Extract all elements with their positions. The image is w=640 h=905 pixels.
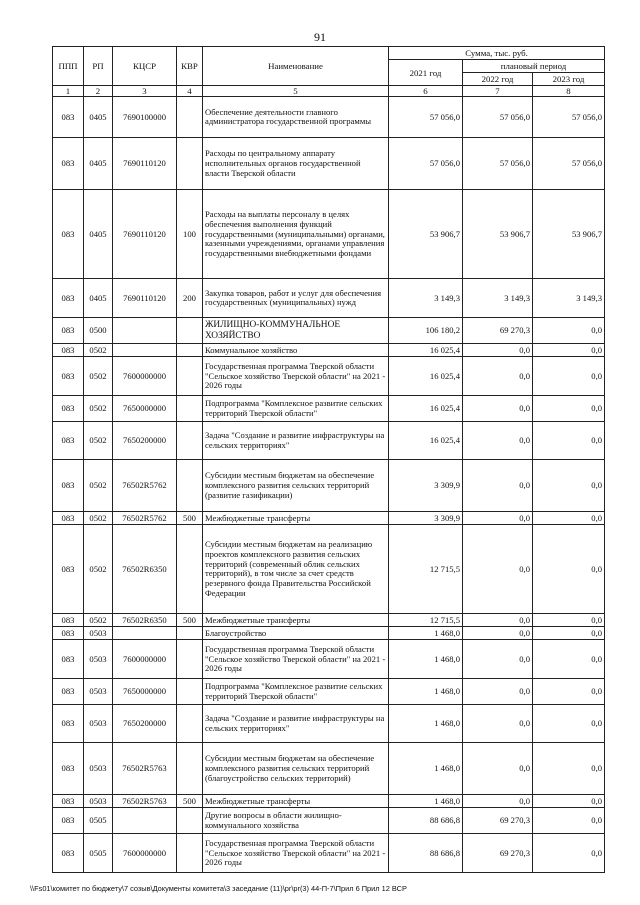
- cell-kvr: 500: [177, 512, 203, 525]
- cell-amount-2021: 3 309,9: [389, 460, 463, 512]
- cell-ppp: 083: [53, 640, 84, 679]
- table-row: [53, 525, 605, 614]
- cell-amount-2023: 0,0: [533, 627, 605, 640]
- cell-kcsr: 7690100000: [113, 97, 177, 138]
- cell-amount-2023: 0,0: [533, 834, 605, 873]
- cell-name: ЖИЛИЩНО-КОММУНАЛЬНОЕ ХОЗЯЙСТВО: [203, 318, 389, 344]
- cell-kcsr: 7650000000: [113, 396, 177, 422]
- table-row: [53, 318, 605, 344]
- cell-amount-2021: 16 025,4: [389, 396, 463, 422]
- cell-rp: 0503: [84, 627, 113, 640]
- cell-kvr: [177, 460, 203, 512]
- cell-name: Государственная программа Тверской области "Сельское хозяйство Тверской области" на 2021 - 2026 годы: [203, 640, 389, 679]
- cell-kcsr: 76502R5763: [113, 743, 177, 795]
- cell-kcsr: 7600000000: [113, 357, 177, 396]
- cell-amount-2021: 57 056,0: [389, 138, 463, 190]
- cell-rp: 0505: [84, 808, 113, 834]
- table-row: [53, 344, 605, 357]
- cell-rp: 0505: [84, 834, 113, 873]
- cell-amount-2023: 53 906,7: [533, 190, 605, 279]
- cell-rp: 0502: [84, 512, 113, 525]
- header-rp: РП: [84, 47, 113, 86]
- cell-amount-2022: 0,0: [463, 344, 533, 357]
- cell-ppp: 083: [53, 344, 84, 357]
- cell-amount-2023: 0,0: [533, 614, 605, 627]
- cell-kvr: [177, 679, 203, 705]
- cell-ppp: 083: [53, 97, 84, 138]
- cell-kvr: [177, 808, 203, 834]
- cell-amount-2022: 0,0: [463, 705, 533, 743]
- column-index: 2: [84, 86, 113, 97]
- cell-kvr: [177, 705, 203, 743]
- cell-amount-2023: 57 056,0: [533, 138, 605, 190]
- cell-amount-2022: 0,0: [463, 460, 533, 512]
- cell-kvr: 200: [177, 279, 203, 318]
- cell-name: Задача "Создание и развитие инфраструктуры на сельских территориях": [203, 705, 389, 743]
- cell-name: Государственная программа Тверской области "Сельское хозяйство Тверской области" на 2021 - 2026 годы: [203, 834, 389, 873]
- table-row: [53, 357, 605, 396]
- cell-kvr: [177, 357, 203, 396]
- cell-kvr: [177, 525, 203, 614]
- cell-ppp: 083: [53, 396, 84, 422]
- cell-ppp: 083: [53, 279, 84, 318]
- cell-amount-2023: 0,0: [533, 808, 605, 834]
- cell-ppp: 083: [53, 679, 84, 705]
- column-index: 8: [533, 86, 605, 97]
- cell-name: Межбюджетные трансферты: [203, 512, 389, 525]
- cell-amount-2023: 0,0: [533, 318, 605, 344]
- cell-ppp: 083: [53, 525, 84, 614]
- cell-amount-2022: 57 056,0: [463, 138, 533, 190]
- cell-amount-2021: 1 468,0: [389, 640, 463, 679]
- table-header: [53, 47, 605, 97]
- cell-kcsr: 7690110120: [113, 279, 177, 318]
- cell-kcsr: [113, 344, 177, 357]
- cell-amount-2021: 16 025,4: [389, 422, 463, 460]
- table-row: [53, 190, 605, 279]
- cell-amount-2023: 0,0: [533, 344, 605, 357]
- header-name: Наименование: [203, 47, 389, 86]
- cell-kvr: [177, 834, 203, 873]
- cell-name: Благоустройство: [203, 627, 389, 640]
- cell-kcsr: 7690110120: [113, 138, 177, 190]
- cell-kvr: [177, 318, 203, 344]
- cell-amount-2021: 12 715,5: [389, 614, 463, 627]
- cell-kcsr: 76502R5762: [113, 460, 177, 512]
- table-row: [53, 834, 605, 873]
- cell-amount-2022: 0,0: [463, 512, 533, 525]
- cell-name: Обеспечение деятельности главного администратора государственной программы: [203, 97, 389, 138]
- cell-amount-2021: 1 468,0: [389, 679, 463, 705]
- cell-rp: 0502: [84, 357, 113, 396]
- cell-amount-2021: 1 468,0: [389, 795, 463, 808]
- cell-kcsr: [113, 318, 177, 344]
- cell-ppp: 083: [53, 795, 84, 808]
- column-index: 3: [113, 86, 177, 97]
- cell-name: Закупка товаров, работ и услуг для обеспечения государственных (муниципальных) нужд: [203, 279, 389, 318]
- cell-kvr: [177, 743, 203, 795]
- header-year-2021: 2021 год: [389, 60, 463, 86]
- page-number: 91: [314, 30, 326, 44]
- cell-amount-2021: 57 056,0: [389, 97, 463, 138]
- cell-kvr: [177, 627, 203, 640]
- cell-kvr: [177, 396, 203, 422]
- cell-ppp: 083: [53, 357, 84, 396]
- cell-amount-2023: 0,0: [533, 460, 605, 512]
- table-row: [53, 279, 605, 318]
- cell-name: Субсидии местным бюджетам на реализацию проектов комплексного развития сельских территорий (современный облик сельских территорий), в том числе за счет средств резервного фонда Правительства Российской Федерации: [203, 525, 389, 614]
- header-year-2022: 2022 год: [463, 73, 533, 86]
- table-row: [53, 679, 605, 705]
- cell-rp: 0502: [84, 614, 113, 627]
- table-row: [53, 422, 605, 460]
- table-row: [53, 640, 605, 679]
- cell-amount-2023: 0,0: [533, 743, 605, 795]
- cell-amount-2021: 12 715,5: [389, 525, 463, 614]
- cell-amount-2023: 0,0: [533, 422, 605, 460]
- cell-rp: 0503: [84, 743, 113, 795]
- cell-amount-2023: 3 149,3: [533, 279, 605, 318]
- cell-kcsr: 7690110120: [113, 190, 177, 279]
- cell-amount-2022: 69 270,3: [463, 808, 533, 834]
- cell-amount-2022: 0,0: [463, 640, 533, 679]
- table-body: [53, 97, 605, 873]
- cell-name: Межбюджетные трансферты: [203, 614, 389, 627]
- cell-kcsr: 76502R5762: [113, 512, 177, 525]
- cell-amount-2022: 3 149,3: [463, 279, 533, 318]
- cell-amount-2023: 0,0: [533, 357, 605, 396]
- cell-ppp: 083: [53, 743, 84, 795]
- cell-rp: 0405: [84, 138, 113, 190]
- cell-rp: 0405: [84, 279, 113, 318]
- cell-rp: 0405: [84, 97, 113, 138]
- cell-name: Межбюджетные трансферты: [203, 795, 389, 808]
- cell-amount-2022: 0,0: [463, 396, 533, 422]
- table-row: [53, 743, 605, 795]
- cell-name: Субсидии местным бюджетам на обеспечение комплексного развития сельских территорий (развитие газификации): [203, 460, 389, 512]
- cell-amount-2022: 69 270,3: [463, 834, 533, 873]
- header-kvr: КВР: [177, 47, 203, 86]
- cell-kvr: [177, 138, 203, 190]
- table-row: [53, 512, 605, 525]
- header-year-2023: 2023 год: [533, 73, 605, 86]
- cell-rp: 0502: [84, 396, 113, 422]
- cell-amount-2023: 0,0: [533, 705, 605, 743]
- cell-kcsr: 7650000000: [113, 679, 177, 705]
- cell-kcsr: 7600000000: [113, 834, 177, 873]
- column-index: 6: [389, 86, 463, 97]
- cell-kvr: 500: [177, 795, 203, 808]
- cell-amount-2021: 88 686,8: [389, 808, 463, 834]
- cell-amount-2021: 53 906,7: [389, 190, 463, 279]
- cell-amount-2022: 0,0: [463, 525, 533, 614]
- cell-ppp: 083: [53, 627, 84, 640]
- cell-amount-2022: 69 270,3: [463, 318, 533, 344]
- cell-amount-2021: 3 309,9: [389, 512, 463, 525]
- cell-amount-2022: 0,0: [463, 357, 533, 396]
- table-row: [53, 627, 605, 640]
- cell-kcsr: 7600000000: [113, 640, 177, 679]
- header-ppp: ППП: [53, 47, 84, 86]
- cell-kcsr: 7650200000: [113, 705, 177, 743]
- cell-amount-2021: 88 686,8: [389, 834, 463, 873]
- cell-name: Субсидии местным бюджетам на обеспечение комплексного развития сельских территорий (благоустройство сельских территорий): [203, 743, 389, 795]
- file-path-footer: \\Fs01\комитет по бюджету\7 созыв\Документы комитета\3 заседание (11)\pr\pr(3) 44-П-7\Прил 6 Прил 12 ВСР: [30, 884, 407, 893]
- cell-name: Государственная программа Тверской области "Сельское хозяйство Тверской области" на 2021 - 2026 годы: [203, 357, 389, 396]
- header-planned-period: плановый период: [463, 60, 605, 73]
- cell-kcsr: 7650200000: [113, 422, 177, 460]
- cell-name: Подпрограмма "Комплексное развитие сельских территорий Тверской области": [203, 679, 389, 705]
- cell-amount-2021: 16 025,4: [389, 357, 463, 396]
- cell-rp: 0503: [84, 640, 113, 679]
- cell-rp: 0503: [84, 705, 113, 743]
- budget-table: [52, 46, 605, 873]
- cell-amount-2022: 0,0: [463, 627, 533, 640]
- cell-ppp: 083: [53, 190, 84, 279]
- cell-name: Задача "Создание и развитие инфраструктуры на сельских территориях": [203, 422, 389, 460]
- cell-kvr: [177, 422, 203, 460]
- header-sum: Сумма, тыс. руб.: [389, 47, 605, 60]
- table-row: [53, 138, 605, 190]
- column-index: 4: [177, 86, 203, 97]
- cell-kcsr: [113, 808, 177, 834]
- cell-ppp: 083: [53, 705, 84, 743]
- cell-kcsr: 76502R6350: [113, 614, 177, 627]
- cell-amount-2022: 0,0: [463, 614, 533, 627]
- cell-kvr: [177, 97, 203, 138]
- cell-rp: 0502: [84, 460, 113, 512]
- cell-amount-2023: 0,0: [533, 679, 605, 705]
- cell-amount-2021: 3 149,3: [389, 279, 463, 318]
- cell-name: Коммунальное хозяйство: [203, 344, 389, 357]
- cell-amount-2022: 0,0: [463, 743, 533, 795]
- cell-amount-2021: 1 468,0: [389, 705, 463, 743]
- column-index: 1: [53, 86, 84, 97]
- column-index: 5: [203, 86, 389, 97]
- cell-name: Расходы по центральному аппарату исполнительных органов государственной власти Тверской области: [203, 138, 389, 190]
- header-kcsr: КЦСР: [113, 47, 177, 86]
- cell-rp: 0502: [84, 525, 113, 614]
- cell-amount-2023: 0,0: [533, 396, 605, 422]
- cell-kvr: [177, 344, 203, 357]
- table-row: [53, 614, 605, 627]
- cell-kvr: 100: [177, 190, 203, 279]
- table-row: [53, 808, 605, 834]
- cell-kvr: [177, 640, 203, 679]
- cell-amount-2023: 0,0: [533, 640, 605, 679]
- table-row: [53, 396, 605, 422]
- cell-ppp: 083: [53, 318, 84, 344]
- cell-ppp: 083: [53, 512, 84, 525]
- column-index: 7: [463, 86, 533, 97]
- cell-rp: 0405: [84, 190, 113, 279]
- table-row: [53, 97, 605, 138]
- cell-amount-2022: 0,0: [463, 795, 533, 808]
- cell-kcsr: [113, 627, 177, 640]
- cell-kcsr: 76502R5763: [113, 795, 177, 808]
- cell-amount-2022: 0,0: [463, 679, 533, 705]
- table-row: [53, 705, 605, 743]
- cell-amount-2021: 16 025,4: [389, 344, 463, 357]
- cell-rp: 0502: [84, 422, 113, 460]
- cell-rp: 0503: [84, 679, 113, 705]
- table-row: [53, 460, 605, 512]
- cell-amount-2021: 1 468,0: [389, 627, 463, 640]
- cell-ppp: 083: [53, 834, 84, 873]
- cell-ppp: 083: [53, 808, 84, 834]
- cell-amount-2023: 0,0: [533, 525, 605, 614]
- cell-amount-2023: 0,0: [533, 795, 605, 808]
- cell-ppp: 083: [53, 614, 84, 627]
- cell-ppp: 083: [53, 460, 84, 512]
- cell-amount-2022: 57 056,0: [463, 97, 533, 138]
- cell-amount-2021: 1 468,0: [389, 743, 463, 795]
- cell-kcsr: 76502R6350: [113, 525, 177, 614]
- cell-amount-2023: 57 056,0: [533, 97, 605, 138]
- cell-amount-2022: 53 906,7: [463, 190, 533, 279]
- cell-ppp: 083: [53, 422, 84, 460]
- cell-amount-2021: 106 180,2: [389, 318, 463, 344]
- cell-name: Подпрограмма "Комплексное развитие сельских территорий Тверской области": [203, 396, 389, 422]
- cell-kvr: 500: [177, 614, 203, 627]
- cell-rp: 0500: [84, 318, 113, 344]
- cell-rp: 0502: [84, 344, 113, 357]
- cell-amount-2022: 0,0: [463, 422, 533, 460]
- cell-ppp: 083: [53, 138, 84, 190]
- cell-rp: 0503: [84, 795, 113, 808]
- cell-name: Расходы на выплаты персоналу в целях обеспечения выполнения функций государственными (муниципальными) органами, казенными учреждениями, органами управления государственными внебюджетными фондами: [203, 190, 389, 279]
- cell-name: Другие вопросы в области жилищно-коммунального хозяйства: [203, 808, 389, 834]
- table-row: [53, 795, 605, 808]
- cell-amount-2023: 0,0: [533, 512, 605, 525]
